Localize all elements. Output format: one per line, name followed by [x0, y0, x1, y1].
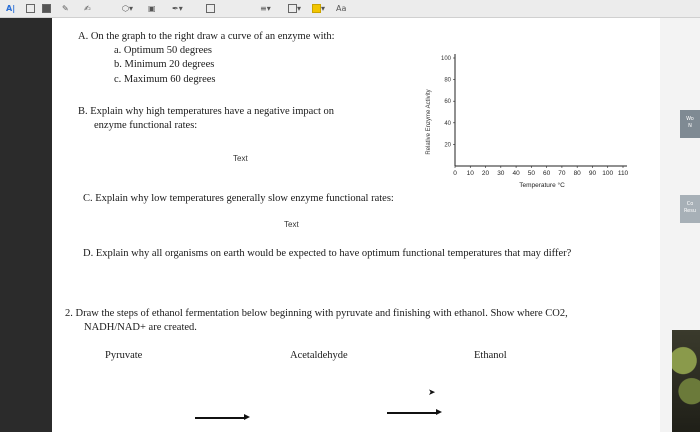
x-tick-label: 60 — [543, 170, 551, 177]
y-tick-label: 40 — [444, 120, 451, 127]
mouse-cursor-icon: ➤ — [428, 388, 436, 398]
y-tick-label: 100 — [440, 56, 451, 62]
signature-tool-icon[interactable]: ✒▾ — [172, 4, 183, 13]
enzyme-activity-graph[interactable] — [427, 46, 637, 206]
document-page — [52, 18, 660, 432]
x-tick-label: 50 — [527, 170, 535, 177]
x-axis-label: Temperature °C — [519, 182, 565, 189]
question-b-line2: enzyme functional rates: — [94, 120, 198, 131]
x-tick-label: 0 — [453, 170, 457, 177]
font-style-button[interactable]: Aa — [336, 4, 347, 13]
question-d-title: D. Explain why all organisms on earth would be expected to have optimum functional temperatures that may differ? — [83, 248, 572, 259]
x-tick-label: 80 — [573, 170, 581, 177]
side-chip-2[interactable]: Co Resu — [680, 195, 700, 223]
x-tick-label: 40 — [512, 170, 520, 177]
y-axis-label: Relative Enzyme Activity — [426, 89, 432, 155]
border-color-icon[interactable]: ▾ — [288, 3, 301, 15]
label-acetaldehyde: Acetaldehyde — [290, 350, 348, 361]
filled-square-icon[interactable] — [42, 3, 51, 15]
x-tick-label: 30 — [497, 170, 505, 177]
label-pyruvate: Pyruvate — [105, 350, 143, 361]
toolbar — [0, 0, 700, 18]
y-tick-label: 80 — [444, 77, 451, 84]
background-plant — [672, 330, 700, 432]
x-tick-label: 100 — [602, 170, 614, 177]
text-box-2[interactable]: Text — [284, 220, 299, 229]
reaction-arrow-2[interactable] — [387, 412, 437, 414]
line-style-icon[interactable]: ≡▾ — [260, 4, 271, 13]
pen-tool-icon[interactable]: ✎ — [62, 4, 69, 13]
note-tool-icon[interactable] — [206, 3, 215, 15]
x-tick-label: 110 — [617, 170, 629, 177]
x-tick-label: 70 — [558, 170, 566, 177]
fill-color-icon[interactable]: ▾ — [312, 3, 325, 15]
x-tick-label: 90 — [588, 170, 597, 177]
shapes-tool-icon[interactable]: ⬡▾ — [122, 4, 133, 13]
text-box-1[interactable]: Text — [233, 154, 248, 163]
question-2-line1: 2. Draw the steps of ethanol fermentation below beginning with pyruvate and finishing with ethanol. Show where CO2, — [65, 308, 568, 319]
question-2-line2: NADH/NAD+ are created. — [84, 322, 197, 333]
y-tick-label: 60 — [444, 99, 451, 106]
y-tick-label: 20 — [444, 142, 451, 149]
question-a-title: A. On the graph to the right draw a curve of an enzyme with: — [78, 31, 335, 42]
rectangle-tool-icon[interactable] — [26, 3, 35, 15]
image-tool-icon[interactable]: ▣ — [148, 4, 156, 13]
question-b-line1: B. Explain why high temperatures have a negative impact on — [78, 106, 335, 117]
highlighter-icon[interactable]: ✍ — [84, 4, 91, 13]
label-ethanol: Ethanol — [474, 350, 507, 361]
text-tool-icon[interactable]: A| — [6, 4, 16, 13]
question-c-title: C. Explain why low temperatures generally slow enzyme functional rates: — [83, 193, 394, 204]
x-tick-label: 10 — [466, 170, 474, 177]
side-chip-1[interactable]: Wo N — [680, 110, 700, 138]
list-item-b: b. Minimum 20 degrees — [114, 59, 215, 70]
reaction-arrow-1[interactable] — [195, 417, 245, 419]
x-tick-label: 20 — [481, 170, 490, 177]
list-item-a: a. Optimum 50 degrees — [114, 45, 212, 56]
list-item-c: c. Maximum 60 degrees — [114, 74, 216, 85]
